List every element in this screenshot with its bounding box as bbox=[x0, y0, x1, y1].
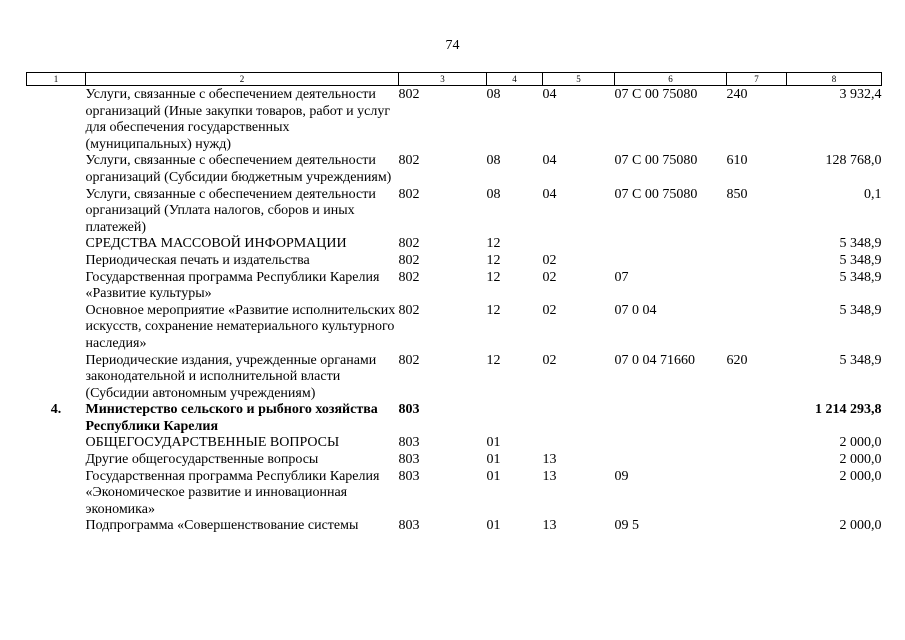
target-article-code: 09 bbox=[614, 468, 629, 484]
column-header: 6 bbox=[615, 73, 727, 86]
target-article-code bbox=[615, 435, 727, 452]
amount: 3 932,4 bbox=[839, 87, 882, 102]
budget-table bbox=[26, 72, 882, 535]
column-header: 1 bbox=[27, 73, 86, 86]
page-number: 74 bbox=[445, 38, 460, 53]
expense-type-code: 240 bbox=[726, 87, 748, 102]
expense-type-code bbox=[727, 435, 787, 452]
table-row bbox=[27, 402, 882, 435]
table-row bbox=[27, 253, 882, 270]
row-number bbox=[27, 86, 86, 154]
amount: 1 214 293,8 bbox=[815, 402, 882, 418]
amount: 2 000,0 bbox=[839, 518, 882, 534]
table-row bbox=[27, 452, 882, 469]
target-article-code bbox=[615, 452, 727, 469]
item-name: Министерство сельского и рыбного хозяйства Республики Карелия bbox=[85, 402, 378, 434]
item-name: Основное мероприятие «Развитие исполнительских искусств, сохранение нематериального культурного наследия» bbox=[85, 302, 396, 351]
subsection-code: 13 bbox=[542, 452, 557, 468]
column-header: 5 bbox=[543, 73, 615, 86]
target-article-code: 07 С 00 75080 bbox=[614, 153, 698, 169]
row-number bbox=[27, 353, 86, 403]
expense-type-code bbox=[727, 402, 787, 435]
item-name: СРЕДСТВА МАССОВОЙ ИНФОРМАЦИИ bbox=[85, 236, 347, 252]
section-code bbox=[487, 402, 543, 435]
subsection-code bbox=[543, 402, 615, 435]
subsection-code: 04 bbox=[542, 87, 557, 102]
expense-type-code: 620 bbox=[726, 352, 748, 368]
amount: 2 000,0 bbox=[839, 468, 882, 484]
amount: 128 768,0 bbox=[825, 153, 882, 169]
section-code: 12 bbox=[486, 352, 501, 368]
row-number bbox=[27, 518, 86, 535]
row-number bbox=[27, 187, 86, 237]
item-name: Подпрограмма «Совершенствование системы bbox=[85, 518, 359, 534]
item-name: Услуги, связанные с обеспечением деятельности организаций (Уплата налогов, сборов и иных платежей) bbox=[85, 186, 376, 235]
table-row bbox=[27, 153, 882, 186]
expense-type-code bbox=[727, 236, 787, 253]
table-row bbox=[27, 86, 882, 154]
section-code: 08 bbox=[486, 186, 501, 202]
section-code: 12 bbox=[486, 269, 501, 285]
section-code: 12 bbox=[486, 236, 501, 252]
ministry-code: 802 bbox=[398, 252, 420, 268]
subsection-code bbox=[543, 435, 615, 452]
table-row bbox=[27, 187, 882, 237]
column-header: 8 bbox=[787, 73, 882, 86]
column-number-header bbox=[27, 73, 882, 86]
table-row bbox=[27, 270, 882, 303]
item-name: Другие общегосударственные вопросы bbox=[85, 452, 319, 468]
section-code: 12 bbox=[486, 302, 501, 318]
ministry-code: 803 bbox=[398, 452, 420, 468]
row-number bbox=[27, 303, 86, 353]
column-header: 4 bbox=[487, 73, 543, 86]
section-code: 08 bbox=[486, 87, 501, 102]
target-article-code: 07 0 04 71660 bbox=[614, 352, 695, 368]
target-article-code bbox=[615, 253, 727, 270]
expense-type-code bbox=[727, 518, 787, 535]
ministry-code: 802 bbox=[398, 186, 420, 202]
table-row bbox=[27, 353, 882, 403]
target-article-code bbox=[615, 402, 727, 435]
item-name: Периодическая печать и издательства bbox=[85, 252, 310, 268]
ministry-code: 802 bbox=[398, 352, 420, 368]
expense-type-code: 610 bbox=[726, 153, 748, 169]
ministry-code: 802 bbox=[398, 236, 420, 252]
target-article-code: 07 С 00 75080 bbox=[614, 186, 698, 202]
item-name: Периодические издания, учрежденные органами законодательной и исполнительной власти (Субсидии автономным учреждениям) bbox=[85, 352, 377, 401]
section-code: 08 bbox=[486, 153, 501, 169]
row-number bbox=[27, 469, 86, 519]
ministry-code: 802 bbox=[398, 87, 420, 102]
ministry-code: 802 bbox=[398, 153, 420, 169]
expense-type-code bbox=[727, 270, 787, 303]
amount: 0,1 bbox=[864, 186, 882, 202]
section-code: 01 bbox=[486, 468, 501, 484]
ministry-code: 803 bbox=[398, 435, 420, 451]
ministry-code: 803 bbox=[398, 468, 420, 484]
ministry-code: 802 bbox=[398, 269, 420, 285]
amount: 2 000,0 bbox=[839, 435, 882, 451]
subsection-code: 02 bbox=[542, 252, 557, 268]
row-number bbox=[27, 435, 86, 452]
expense-type-code bbox=[727, 452, 787, 469]
item-name: Услуги, связанные с обеспечением деятельности организаций (Субсидии бюджетным учреждениям) bbox=[85, 153, 392, 185]
subsection-code: 02 bbox=[542, 302, 557, 318]
subsection-code bbox=[543, 236, 615, 253]
expense-type-code: 850 bbox=[726, 186, 748, 202]
amount: 5 348,9 bbox=[839, 252, 882, 268]
table-row bbox=[27, 303, 882, 353]
table-row bbox=[27, 518, 882, 535]
column-header: 7 bbox=[727, 73, 787, 86]
subsection-code: 04 bbox=[542, 153, 557, 169]
amount: 5 348,9 bbox=[839, 352, 882, 368]
table-row bbox=[27, 469, 882, 519]
row-number bbox=[27, 253, 86, 270]
item-name: Государственная программа Республики Карелия «Экономическое развитие и инновационная экономика» bbox=[85, 468, 380, 517]
row-number bbox=[27, 153, 86, 186]
target-article-code: 07 bbox=[614, 269, 629, 285]
item-name: ОБЩЕГОСУДАРСТВЕННЫЕ ВОПРОСЫ bbox=[85, 435, 340, 451]
amount: 5 348,9 bbox=[839, 269, 882, 285]
item-name: Государственная программа Республики Карелия «Развитие культуры» bbox=[85, 269, 380, 302]
amount: 5 348,9 bbox=[839, 302, 882, 318]
table-row bbox=[27, 236, 882, 253]
target-article-code: 07 0 04 bbox=[614, 302, 657, 318]
section-code: 01 bbox=[486, 452, 501, 468]
amount: 5 348,9 bbox=[839, 236, 882, 252]
item-name: Услуги, связанные с обеспечением деятельности организаций (Иные закупки товаров, работ и услуг для обеспечения государственных (муниципальных) нужд) bbox=[85, 87, 391, 152]
row-number bbox=[27, 236, 86, 253]
row-number bbox=[27, 270, 86, 303]
expense-type-code bbox=[727, 469, 787, 519]
subsection-code: 02 bbox=[542, 269, 557, 285]
expense-type-code bbox=[727, 303, 787, 353]
subsection-code: 02 bbox=[542, 352, 557, 368]
section-code: 01 bbox=[486, 435, 501, 451]
subsection-code: 13 bbox=[542, 518, 557, 534]
expense-type-code bbox=[727, 253, 787, 270]
ministry-code: 803 bbox=[398, 518, 420, 534]
subsection-code: 13 bbox=[542, 468, 557, 484]
section-code: 01 bbox=[486, 518, 501, 534]
target-article-code bbox=[615, 236, 727, 253]
target-article-code: 09 5 bbox=[614, 518, 639, 534]
row-number: 4. bbox=[50, 402, 62, 418]
subsection-code: 04 bbox=[542, 186, 557, 202]
column-header: 2 bbox=[86, 73, 399, 86]
table-row bbox=[27, 435, 882, 452]
ministry-code: 802 bbox=[398, 302, 420, 318]
ministry-code: 803 bbox=[398, 402, 420, 418]
row-number bbox=[27, 452, 86, 469]
section-code: 12 bbox=[486, 252, 501, 268]
amount: 2 000,0 bbox=[839, 452, 882, 468]
column-header: 3 bbox=[399, 73, 487, 86]
target-article-code: 07 С 00 75080 bbox=[614, 87, 698, 102]
